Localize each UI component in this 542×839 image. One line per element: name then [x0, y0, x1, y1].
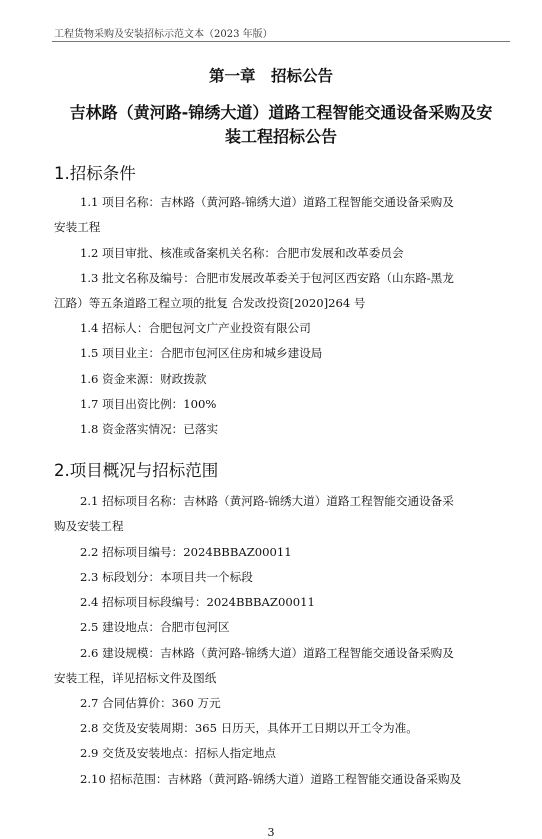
section1-line: 江路）等五条道路工程立项的批复 合发改投资[2020]264 号 [54, 296, 366, 310]
section2-line: 购及安装工程 [54, 519, 124, 533]
page-number: 3 [267, 826, 275, 839]
section2-line: 2.6 建设规模：吉林路（黄河路-锦绣大道）道路工程智能交通设备采购及 [80, 646, 454, 660]
section2-line: 2.8 交货及安装周期：365 日历天，具体开工日期以开工令为准。 [80, 721, 418, 735]
section1-line: 1.8 资金落实情况：已落实 [80, 422, 219, 436]
section-heading-1: 1.招标条件 [54, 164, 136, 183]
section2-line: 2.2 招标项目编号：2024BBBAZ00011 [80, 545, 292, 559]
section1-line: 1.5 项目业主：合肥市包河区住房和城乡建设局 [80, 346, 323, 360]
section2-line: 2.4 招标项目标段编号：2024BBBAZ00011 [80, 595, 315, 609]
section1-line: 1.7 项目出资比例：100% [80, 397, 217, 411]
section2-line: 2.9 交货及安装地点：招标人指定地点 [80, 746, 277, 760]
running-header: 工程货物采购及安装招标示范文本（2023 年版） [54, 29, 273, 40]
section1-line: 1.2 项目审批、核准或备案机关名称：合肥市发展和改革委员会 [80, 246, 404, 260]
section2-line: 2.3 标段划分：本项目共一个标段 [80, 570, 253, 584]
section2-line: 安装工程，详见招标文件及图纸 [54, 671, 217, 685]
header-divider [52, 41, 510, 42]
section1-line: 1.3 批文名称及编号：合肥市发展改革委关于包河区西安路（山东路-黑龙 [80, 271, 454, 285]
section1-line: 1.1 项目名称：吉林路（黄河路-锦绣大道）道路工程智能交通设备采购及 [80, 195, 454, 209]
section2-line: 2.10 招标范围：吉林路（黄河路-锦绣大道）道路工程智能交通设备采购及 [80, 772, 462, 786]
section1-line: 1.6 资金来源：财政拨款 [80, 372, 207, 386]
section-heading-2: 2.项目概况与招标范围 [54, 461, 219, 480]
section1-line: 安装工程 [54, 220, 101, 234]
document-title [56, 101, 506, 149]
section2-line: 2.1 招标项目名称：吉林路（黄河路-锦绣大道）道路工程智能交通设备采 [80, 494, 454, 508]
section2-line: 2.5 建设地点：合肥市包河区 [80, 620, 230, 634]
document-title-line-2: 装工程招标公告 [224, 127, 337, 146]
chapter-title: 第一章 招标公告 [208, 67, 333, 85]
section2-line: 2.7 合同估算价：360 万元 [80, 696, 221, 710]
document-title-line-1: 吉林路（黄河路-锦绣大道）道路工程智能交通设备采购及安 [69, 103, 493, 122]
section1-line: 1.4 招标人：合肥包河文广产业投资有限公司 [80, 321, 311, 335]
